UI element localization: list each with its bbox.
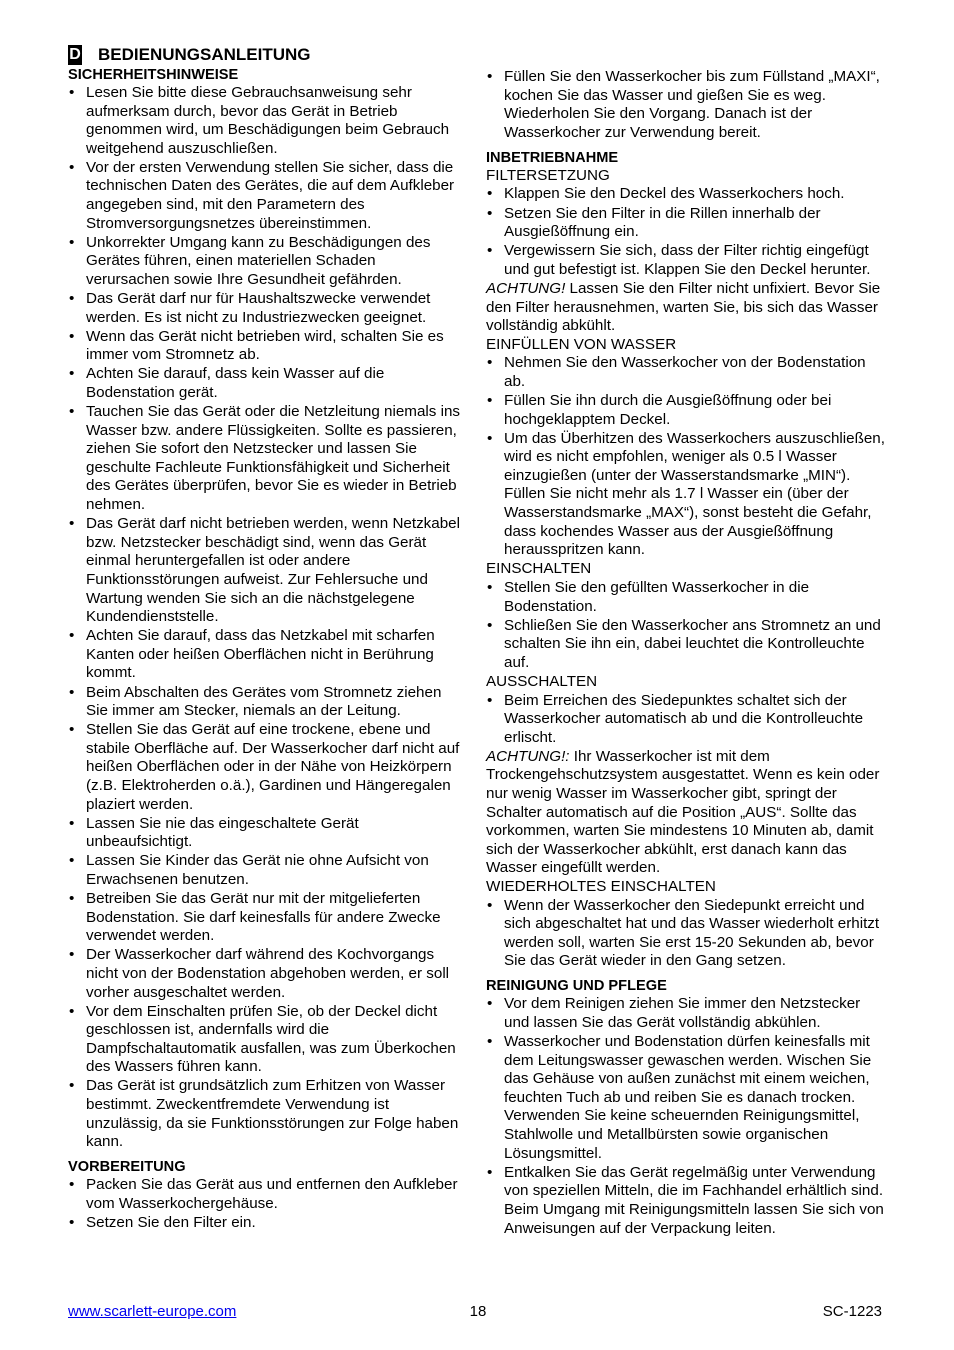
off-note <box>486 748 888 878</box>
list-item: • Um das Überhitzen des Wasserkochers auszuschließen, wird es nicht empfohlen, weniger als 0.5 l Wasser einzugießen (unter der Wasserstandsmarke „MIN“). Füllen Sie nicht mehr als 1.7 l Wasser ein (über der Wasserstandsmarke „MAX“), sonst besteht die Gefahr, dass kochendes Wasser aus der Ausgießöffnung herausspritzen kann. <box>486 430 888 560</box>
cleaning-list <box>486 995 888 1238</box>
list-item: • Das Gerät darf nicht betrieben werden, wenn Netzkabel bzw. Netzstecker beschädigt sind, wenn das Gerät einmal heruntergefallen ist oder andere Funktionsstörungen aufweist. Zur Fehlersuche und Wartung wenden Sie sich an die nächstgelegene Kundendienststelle. <box>68 515 460 627</box>
list-item: • Setzen Sie den Filter ein. <box>68 1214 460 1233</box>
list-item: • Lassen Sie Kinder das Gerät nie ohne Aufsicht von Erwachsenen benutzen. <box>68 852 460 889</box>
list-item: • Wenn der Wasserkocher den Siedepunkt erreicht und sich abgeschaltet hat und das Wasser wiederholt erhitzt werden soll, warten Sie erst 15-20 Sekunden ab, bevor Sie das Gerät wieder in den Gang setzen. <box>486 897 888 971</box>
list-item: • Achten Sie darauf, dass kein Wasser auf die Bodenstation gerät. <box>68 365 460 402</box>
list-item: • Setzen Sie den Filter in die Rillen innerhalb der Ausgießöffnung ein. <box>486 205 888 242</box>
list-item: • Beim Abschalten des Gerätes vom Stromnetz ziehen Sie immer am Stecker, niemals an der Leitung. <box>68 684 460 721</box>
list-item: • Betreiben Sie das Gerät nur mit der mitgelieferten Bodenstation. Sie darf keinesfalls für andere Zwecke verwendet werden. <box>68 890 460 946</box>
list-item: • Nehmen Sie den Wasserkocher von der Bodenstation ab. <box>486 354 888 391</box>
language-badge: D <box>69 46 81 63</box>
list-item: • Der Wasserkocher darf während des Kochvorgangs nicht von der Bodenstation abgehoben werden, er soll vorher ausgeschaltet werden. <box>68 946 460 1002</box>
filter-list <box>486 185 888 279</box>
off-list <box>486 692 888 748</box>
list-item: • Wasserkocher und Bodenstation dürfen keinesfalls mit dem Leitungswasser gewaschen werden. Wischen Sie das Gehäuse von außen zunächst mit einem weichen, feuchten Tuch ab und reiben Sie es danach trocken. Verwenden Sie keine scheuernden Reinigungsmittel, Stahlwolle und Metallbürsten sowie organischen Lösungsmittel. <box>486 1033 888 1163</box>
off-subheading: AUSSCHALTEN <box>486 672 598 690</box>
off-note-text: Ihr Wasserkocher ist mit dem Trockengehschutzsystem ausgestattet. Wenn es kein oder nur wenig Wasser im Wasserkocher gibt, springt der Schalter automatisch auf die Position „AUS“. Sollte das vorkommen, warten Sie mindestens 10 Minuten ab, damit sich der Wasserkocher abkühlt, erst danach kann das Wasser eingefüllt werden. <box>486 747 880 877</box>
list-item: • Packen Sie das Gerät aus und entfernen den Aufkleber vom Wasserkochergehäuse. <box>68 1176 460 1213</box>
list-item: • Wenn das Gerät nicht betrieben wird, schalten Sie es immer vom Stromnetz ab. <box>68 328 460 365</box>
list-item: • Stellen Sie das Gerät auf eine trockene, ebene und stabile Oberfläche auf. Der Wasserkocher darf nicht auf heißen Oberflächen oder in der Nähe von Heizkörpern (z.B. Elektroherden o.ä.), Gardinen und Hängeregalen plaziert werden. <box>68 721 460 814</box>
filter-note <box>486 280 888 336</box>
list-item: • Vor dem Einschalten prüfen Sie, ob der Deckel dicht geschlossen ist, andernfalls wird die Dampfschaltautomatik ausfallen, was zum Überkochen des Wassers führen kann. <box>68 1003 460 1077</box>
page-number: 18 <box>469 1303 487 1320</box>
safety-list <box>68 84 460 1152</box>
preparation-list <box>68 1176 460 1232</box>
filter-subheading: FILTERSETZUNG <box>486 166 610 184</box>
model-number: SC-1223 <box>822 1303 882 1320</box>
safety-heading: SICHERHEITSHINWEISE <box>68 67 239 83</box>
repeat-list <box>486 897 888 971</box>
page-footer <box>68 1303 882 1323</box>
list-item: • Achten Sie darauf, dass das Netzkabel mit scharfen Kanten oder heißen Oberflächen nicht in Berührung kommt. <box>68 627 460 683</box>
list-item: • Vor der ersten Verwendung stellen Sie sicher, dass die technischen Daten des Gerätes, die auf dem Aufkleber angegeben sind, mit den Parametern des Stromversorgungsnetzes übereinstimmen. <box>68 159 460 233</box>
on-list <box>486 579 888 672</box>
list-item: • Lassen Sie nie das eingeschaltete Gerät unbeaufsichtigt. <box>68 815 460 852</box>
list-item: • Füllen Sie ihn durch die Ausgießöffnung oder bei hochgeklapptem Deckel. <box>486 392 888 429</box>
list-item: • Lesen Sie bitte diese Gebrauchsanweisung sehr aufmerksam durch, bevor das Gerät in Betrieb genommen wird, um Beschädigungen beim Gebrauch weitgehend auszuschließen. <box>68 84 460 158</box>
list-item: • Unkorrekter Umgang kann zu Beschädigungen des Gerätes führen, einen materiellen Schaden verursachen sowie Ihre Gesundheit gefährden. <box>68 234 460 290</box>
list-item: • Vergewissern Sie sich, dass der Filter richtig eingefügt und gut befestigt ist. Klappen Sie den Deckel herunter. <box>486 242 888 279</box>
filter-note-label: ACHTUNG! <box>486 279 566 297</box>
preparation-list-continued <box>486 68 888 142</box>
operation-heading: INBETRIEBNAHME <box>486 149 619 166</box>
filter-note-text: Lassen Sie den Filter nicht unfixiert. Bevor Sie den Filter herausnehmen, warten Sie, bis sich das Wasser vollständig abkühlt. <box>486 279 881 335</box>
on-subheading: EINSCHALTEN <box>486 560 592 578</box>
list-item: • Entkalken Sie das Gerät regelmäßig unter Verwendung von speziellen Mitteln, die im Fachhandel erhältlich sind. Beim Umgang mit Reinigungsmitteln lassen Sie sich von Anweisungen auf der Verpackung leiten. <box>486 1164 888 1238</box>
left-column <box>68 44 460 1233</box>
list-item: • Das Gerät darf nur für Haushaltszwecke verwendet werden. Es ist nicht zu Industriezwecken geeignet. <box>68 290 460 327</box>
preparation-heading: VORBEREITUNG <box>68 1159 186 1176</box>
list-item: • Schließen Sie den Wasserkocher ans Stromnetz an und schalten Sie ihn ein, dabei leuchtet die Kontrolleuchte auf. <box>486 617 888 673</box>
fill-subheading: EINFÜLLEN VON WASSER <box>486 335 677 353</box>
document-title: BEDIENUNGSANLEITUNG <box>98 44 311 64</box>
fill-list <box>486 354 888 560</box>
list-item: • Füllen Sie den Wasserkocher bis zum Füllstand „MAXI“, kochen Sie das Wasser und gießen Sie es weg. Wiederholen Sie den Vorgang. Danach ist der Wasserkocher zur Verwendung bereit. <box>486 68 888 142</box>
repeat-subheading: WIEDERHOLTES EINSCHALTEN <box>486 877 716 895</box>
right-column <box>486 68 888 1239</box>
off-note-label: ACHTUNG!: <box>486 747 570 765</box>
website-link[interactable]: www.scarlett-europe.com <box>68 1303 237 1320</box>
cleaning-heading: REINIGUNG UND PFLEGE <box>486 978 667 995</box>
list-item: • Klappen Sie den Deckel des Wasserkochers hoch. <box>486 185 888 204</box>
list-item: • Tauchen Sie das Gerät oder die Netzleitung niemals ins Wasser bzw. andere Flüssigkeiten. Sollte es passieren, ziehen Sie sofort den Netzstecker und lassen Sie geschulte Fachleute Funktionsfähigkeit und Sicherheit des Gerätes überprüfen, bevor Sie es wieder in Betrieb nehmen. <box>68 403 460 515</box>
list-item: • Vor dem Reinigen ziehen Sie immer den Netzstecker und lassen Sie das Gerät vollständig abkühlen. <box>486 995 888 1032</box>
list-item: • Stellen Sie den gefüllten Wasserkocher in die Bodenstation. <box>486 579 888 616</box>
list-item: • Beim Erreichen des Siedepunktes schaltet sich der Wasserkocher automatisch ab und die Kontrolleuchte erlischt. <box>486 692 888 748</box>
list-item: • Das Gerät ist grundsätzlich zum Erhitzen von Wasser bestimmt. Zweckentfremdete Verwendung ist unzulässig, da sie Funktionsstörungen zur Folge haben kann. <box>68 1077 460 1151</box>
title-row <box>68 44 460 66</box>
